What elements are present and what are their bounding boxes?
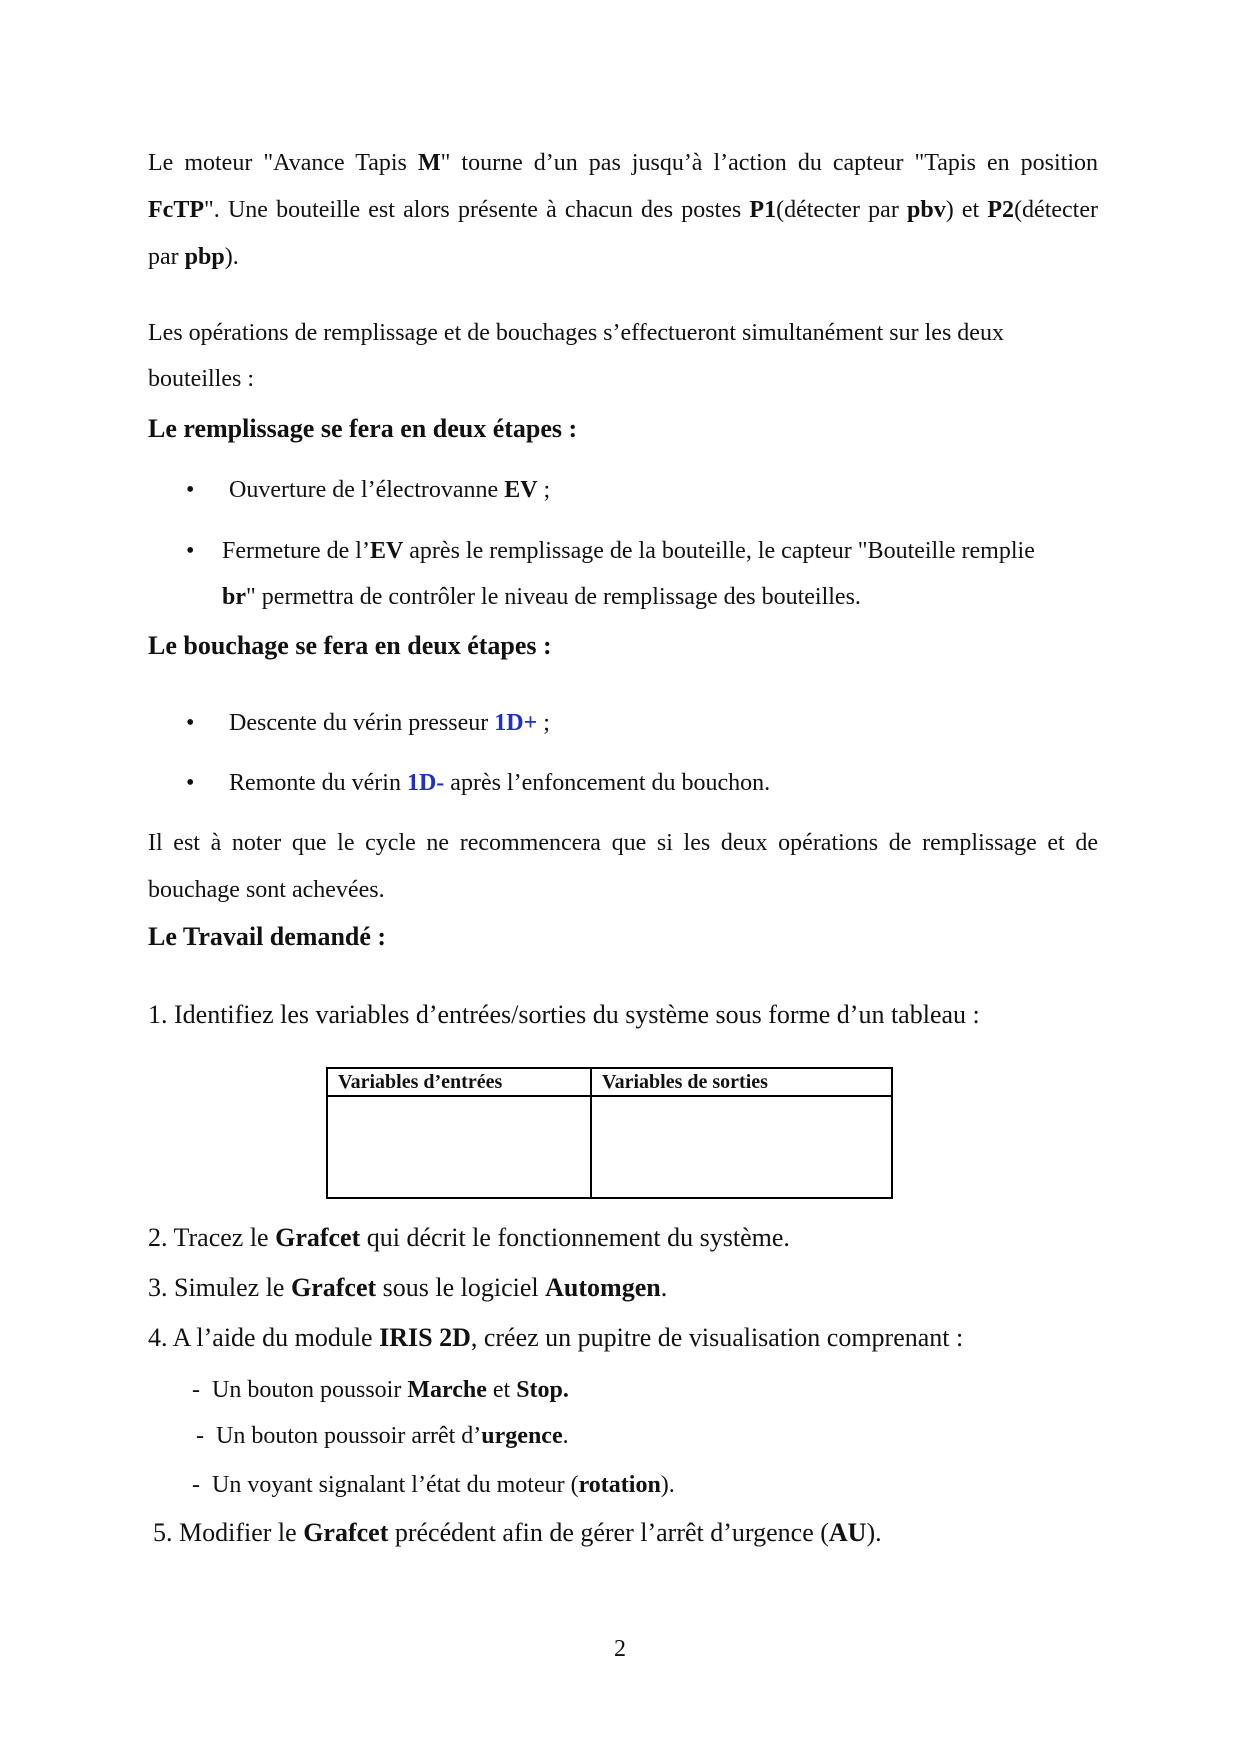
bouchage-item-2: Remonte du vérin 1D- après l’enfoncement du bouchon. xyxy=(229,770,771,796)
page-number: 2 xyxy=(614,1636,626,1662)
table-cell-inputs xyxy=(327,1096,591,1198)
question-3: 3. Simulez le Grafcet sous le logiciel Automgen. xyxy=(148,1273,668,1302)
remplissage-item-1: Ouverture de l’électrovanne EV ; xyxy=(229,477,551,503)
question-4: 4. A l’aide du module IRIS 2D, créez un pupitre de visualisation comprenant : xyxy=(148,1323,964,1352)
intro-paragraph-2: Les opérations de remplissage et de bouchages s’effectueront simultanément sur les deux bouteilles : xyxy=(148,320,1004,392)
bullet-icon: • xyxy=(186,710,195,736)
sub-item-marche-stop: - Un bouton poussoir Marche et Stop. xyxy=(192,1377,569,1403)
bullet-icon: • xyxy=(186,477,195,503)
io-variables-table xyxy=(326,1067,893,1199)
question-2: 2. Tracez le Grafcet qui décrit le fonctionnement du système. xyxy=(148,1223,790,1252)
sub-item-voyant: - Un voyant signalant l’état du moteur (rotation). xyxy=(192,1472,675,1498)
sub-item-urgence: - Un bouton poussoir arrêt d’urgence. xyxy=(196,1423,569,1449)
bouchage-item-1: Descente du vérin presseur 1D+ ; xyxy=(229,710,550,736)
bullet-icon: • xyxy=(186,538,195,564)
table-header-inputs: Variables d’entrées xyxy=(327,1068,591,1096)
note-paragraph: Il est à noter que le cycle ne recommencera que si les deux opérations de remplissage et de bouchage sont achevées. xyxy=(148,830,1098,903)
bouchage-heading: Le bouchage se fera en deux étapes : xyxy=(148,631,552,660)
travail-heading: Le Travail demandé : xyxy=(148,922,387,951)
intro-paragraph-1: Le moteur "Avance Tapis M" tourne d’un pas jusqu’à l’action du capteur "Tapis en position FcTP". Une bouteille est alors présente à chacun des postes P1(détecter par pbv) et P2(détecter par pbp). xyxy=(148,150,1098,270)
question-5: 5. Modifier le Grafcet précédent afin de gérer l’arrêt d’urgence (AU). xyxy=(153,1518,882,1547)
remplissage-item-2: Fermeture de l’EV après le remplissage de la bouteille, le capteur "Bouteille remplie br" permettra de contrôler le niveau de remplissage des bouteilles. xyxy=(222,538,1035,610)
table-cell-outputs xyxy=(591,1096,892,1198)
table-header-outputs: Variables de sorties xyxy=(591,1068,892,1096)
question-1: 1. Identifiez les variables d’entrées/sorties du système sous forme d’un tableau : xyxy=(148,1000,980,1029)
bullet-icon: • xyxy=(186,770,195,796)
remplissage-heading: Le remplissage se fera en deux étapes : xyxy=(148,414,578,443)
